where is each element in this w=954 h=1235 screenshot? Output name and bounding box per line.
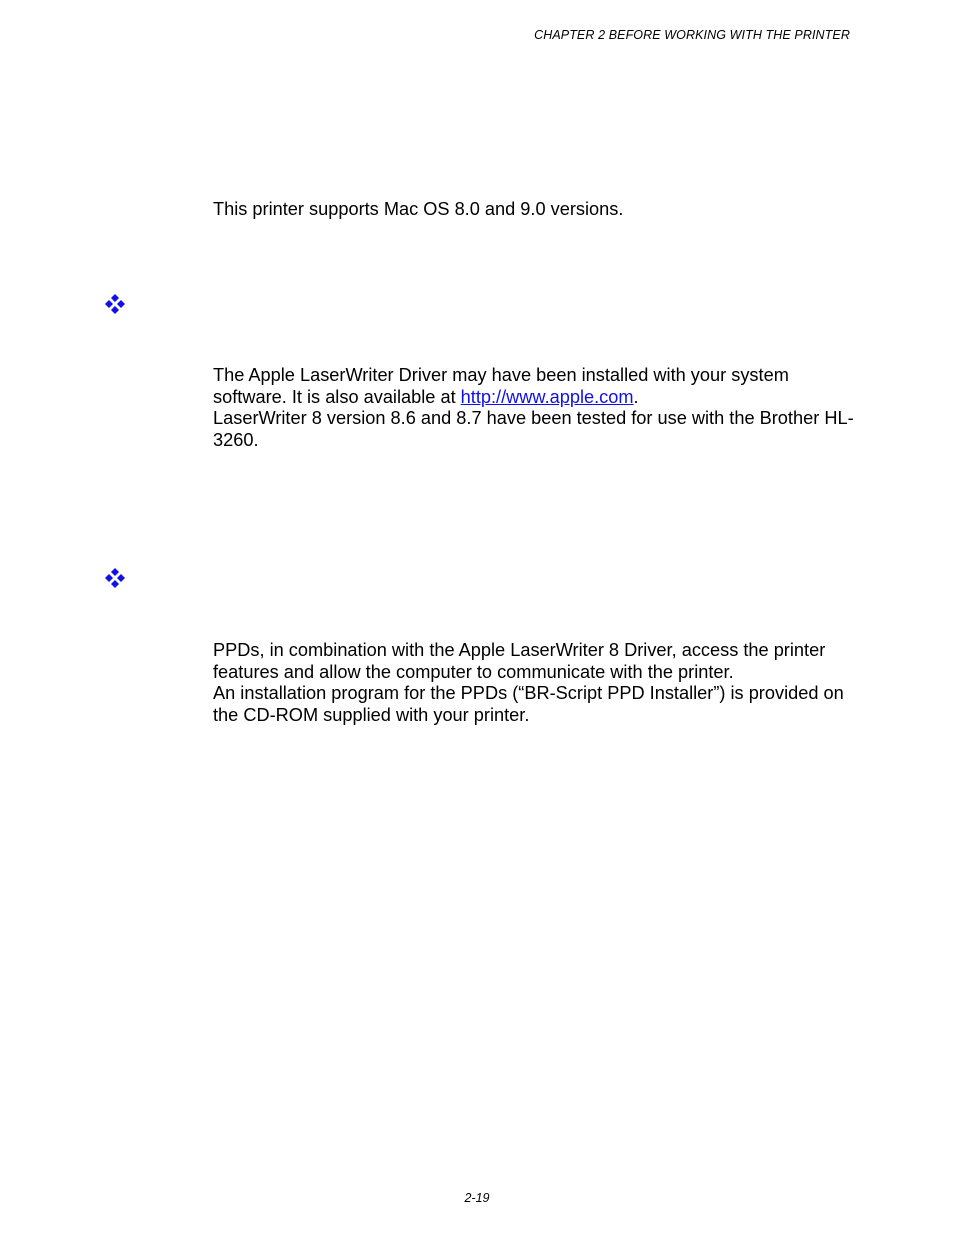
ppd-line-1: PPDs, in combination with the Apple LaserWriter 8 Driver, access the printer features and allow the computer to communicate with the printer. xyxy=(213,640,826,682)
ppd-paragraph xyxy=(213,640,873,726)
chapter-header: CHAPTER 2 BEFORE WORKING WITH THE PRINTER xyxy=(534,28,850,42)
driver-line-3: LaserWriter 8 version 8.6 and 8.7 have been tested for use with the Brother HL-3260. xyxy=(213,408,854,450)
driver-line-2-suffix: . xyxy=(633,386,639,407)
apple-website-link[interactable]: http://www.apple.com xyxy=(460,386,634,407)
page-number: 2-19 xyxy=(464,1191,490,1205)
os-support-paragraph xyxy=(213,199,873,221)
four-diamond-bullet-icon xyxy=(104,567,126,589)
four-diamond-bullet-icon xyxy=(104,293,126,315)
driver-paragraph xyxy=(213,365,873,451)
driver-line-1: The Apple LaserWriter Driver may have been installed with your system xyxy=(213,365,789,385)
driver-line-2 xyxy=(213,387,873,409)
driver-line-2-prefix: software. It is also available at xyxy=(213,386,461,407)
os-support-text: This printer supports Mac OS 8.0 and 9.0 versions. xyxy=(213,199,624,219)
ppd-line-2: An installation program for the PPDs (“BR-Script PPD Installer”) is provided on the CD-ROM supplied with your printer. xyxy=(213,683,844,725)
